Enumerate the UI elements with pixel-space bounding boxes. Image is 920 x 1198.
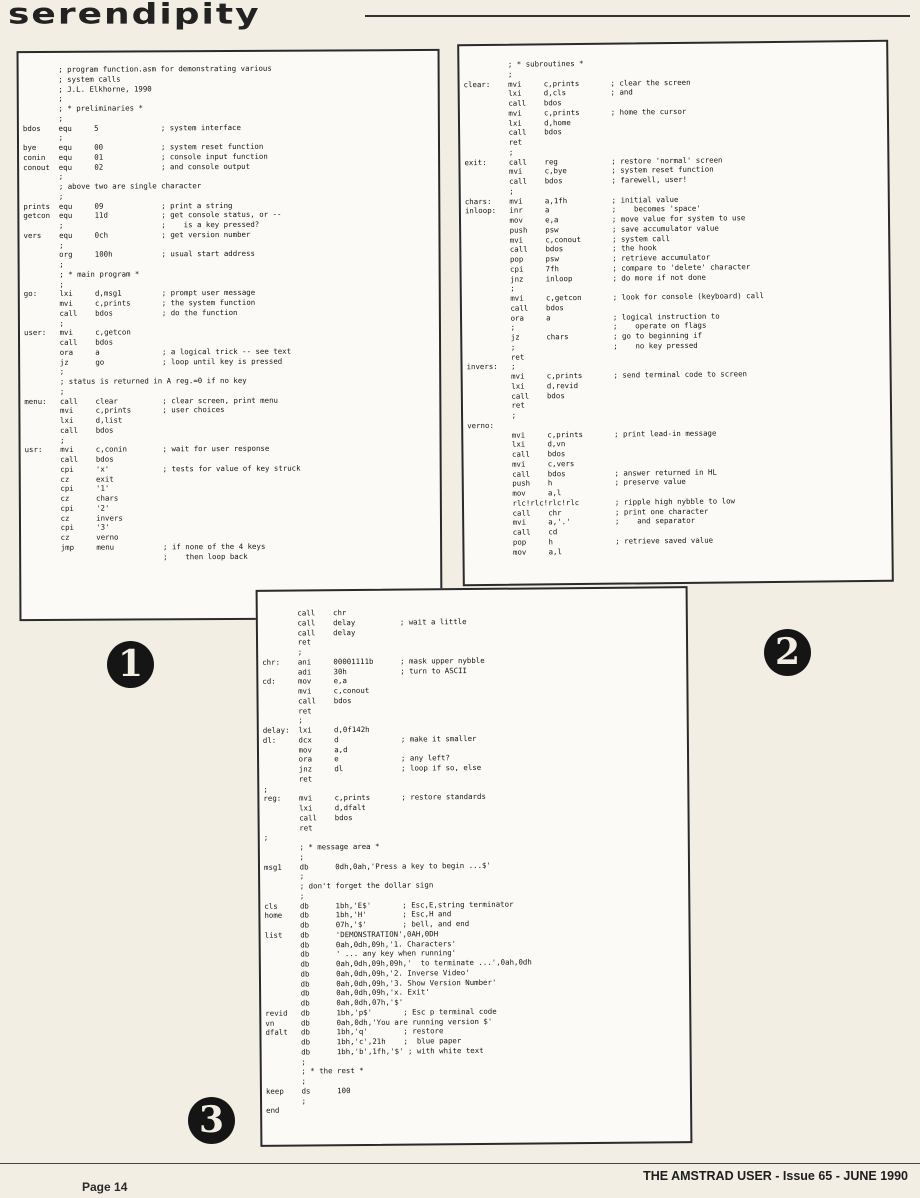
listing-2-code: ; * subroutines * ; clear: mvi c,prints ; clear the screen lxi d,cls ; and call bdos mvi c,prints ; home the cursor lxi d,home call bdos ret ; exit: call reg ; restore 'normal' screen mvi c,bye ; system reset function call bdos ; farewell, user! ; chars: mvi a,1fh ; initial value inloop: inr a ; becomes 'space' mov e,a ; move value for system to use push psw ; save accumulator value mvi c,conout ; system call call bdos ; the hook pop psw ; retrieve accumulator cpi 7fh ; compare to 'delete' character jnz inloop ; do more if not done ; mvi c,getcon ; look for console (keyboard) call call bdos ora a ; logical instruction to ; ; operate on flags jz chars ; go to beginning if ; ; no key pressed ret invers: ; mvi c,prints ; send terminal code to screen lxi d,revid call bdos ret ; verno: mvi c,prints ; print lead-in message lxi d,vn call bdos mvi c,vers call bdos ; answer returned in HL push h ; preserve value mov a,l rlc!rlc!rlc!rlc ; ripple high nybble to low call chr ; print one character mvi a,'.' ; and separator call cd pop h ; retrieve saved value mov a,l: [463, 58, 764, 557]
page-number: Page 14: [82, 1180, 128, 1194]
header-rule: [365, 15, 910, 17]
listing-3-number-badge: 3: [188, 1097, 235, 1144]
listing-panel-1: [17, 49, 443, 621]
footer-rule: [0, 1163, 920, 1164]
issue-info: THE AMSTRAD USER - Issue 65 - JUNE 1990: [643, 1169, 908, 1183]
listing-2-number-badge: 2: [764, 629, 811, 676]
listing-panel-2: [457, 40, 894, 586]
listing-panel-3: [256, 586, 693, 1147]
page-header-title: serendipity: [8, 0, 261, 31]
listing-1-code: ; program function.asm for demonstrating various ; system calls ; J.L. Elkhorne, 1990 ; ; * preliminaries * ; bdos equ 5 ; system interface ; bye equ 00 ; system reset function conin equ 01 ; console input function conout equ 02 ; and console output ; ; above two are single character ; prints equ 09 ; print a string getcon equ 11d ; get console status, or -- ; ; is a key pressed? vers equ 0ch ; get version number ; org 100h ; usual start address ; ; * main program * ; go: lxi d,msg1 ; prompt user message mvi c,prints ; the system function call bdos ; do the function ; user: mvi c,getcon call bdos ora a ; a logical trick -- see text jz go ; loop until key is pressed ; ; status is returned in A reg.=0 if no key ; menu: call clear ; clear screen, print menu mvi c,prints ; user choices lxi d,list call bdos ; usr: mvi c,conin ; wait for user response call bdos cpi 'x' ; tests for value of key struck cz exit cpi '1' cz chars cpi '2' cz invers cpi '3' cz verno jmp menu ; if none of the 4 keys ; then loop back: [22, 63, 301, 562]
listing-1-number-badge: 1: [107, 641, 154, 688]
listing-3-code: call chr call delay ; wait a little call delay ret ; chr: ani 00001111b ; mask upper nybble adi 30h ; turn to ASCII cd: mov e,a mvi c,conout call bdos ret ; delay: lxi d,0f142h dl: dcx d ; make it smaller mov a,d ora e ; any left? jnz dl ; loop if so, else ret ; reg: mvi c,prints ; restore standards lxi d,dfalt call bdos ret ; ; * message area * ; msg1 db 0dh,0ah,'Press a key to begin ...$' ; ; don't forget the dollar sign ; cls db 1bh,'E$' ; Esc,E,string terminator home db 1bh,'H' ; Esc,H and db 07h,'$' ; bell, and end list db 'DEMONSTRATION',0AH,0DH db 0ah,0dh,09h,'1. Characters' db ' ... any key when running' db 0ah,0dh,09h,09h,' to terminate ...',0ah,0dh db 0ah,0dh,09h,'2. Inverse Video' db 0ah,0dh,09h,'3. Show Version Number' db 0ah,0dh,09h,'x. Exit' db 0ah,0dh,07h,'$' revid db 1bh,'p$' ; Esc p terminal code vn db 0ah,0dh,'You are running version $' dfalt db 1bh,'q' ; restore db 1bh,'c',21h ; blue paper db 1bh,'b',1fh,'$' ; with white text ; ; * the rest * ; keep ds 100 ; end: [261, 608, 532, 1116]
